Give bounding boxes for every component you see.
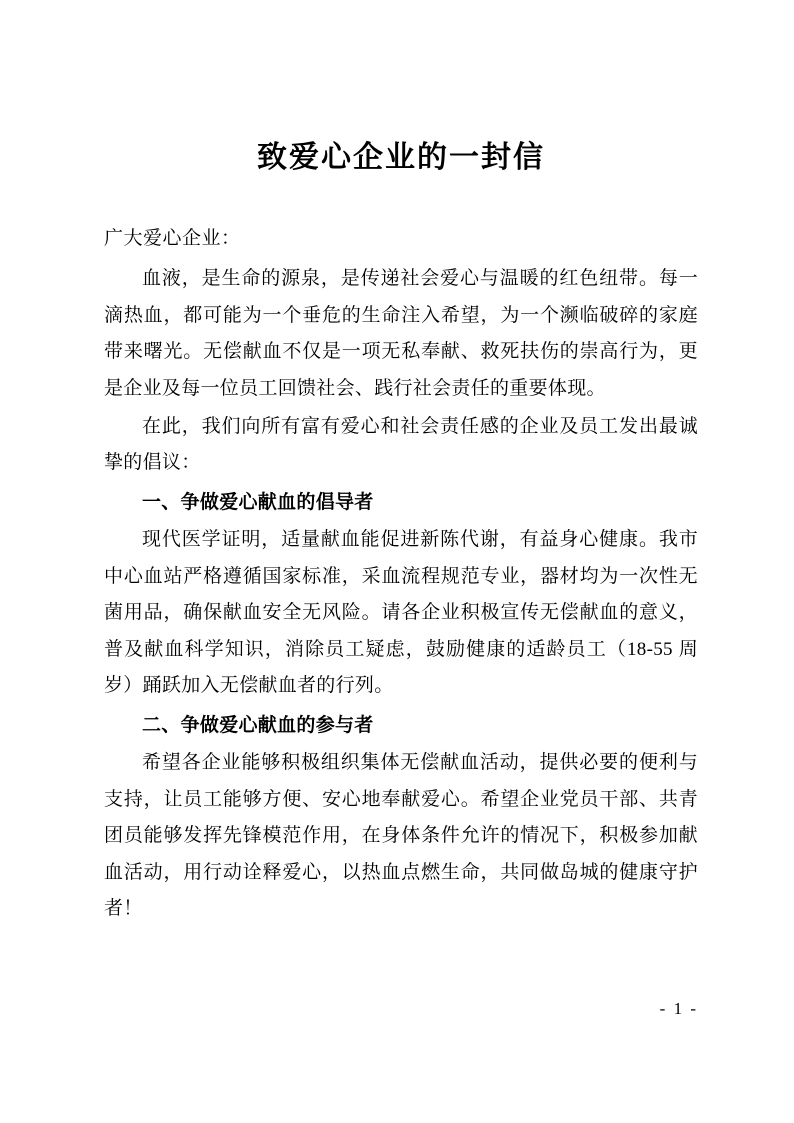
section-body-1: 现代医学证明，适量献血能促进新陈代谢，有益身心健康。我市中心血站严格遵循国家标准，采血流程规范专业，器材均为一次性无菌用品，确保献血安全无风险。请各企业积极宣传无偿献血的意义，普及献血科学知识，消除员工疑虑，鼓励健康的适龄员工（18-55 周岁）踊跃加入无偿献血者的行列。 bbox=[104, 529, 698, 697]
paragraph-intro-1: 血液，是生命的源泉，是传递社会爱心与温暖的红色纽带。每一滴热血，都可能为一个垂危的生命注入希望，为一个濒临破碎的家庭带来曙光。无偿献血不仅是一项无私奉献、救死扶伤的崇高行为，更是企业及每一位员工回馈社会、践行社会责任的重要体现。 bbox=[104, 268, 698, 399]
section-heading-2: 二、争做爱心献血的参与者 bbox=[142, 713, 374, 736]
section-heading-1: 一、争做爱心献血的倡导者 bbox=[142, 490, 374, 513]
section-body-2: 希望各企业能够积极组织集体无偿献血活动，提供必要的便利与支持，让员工能够方便、安心地奉献爱心。希望企业党员干部、共青团员能够发挥先锋模范作用，在身体条件允许的情况下，积极参加献血活动，用行动诠释爱心，以热血点燃生命，共同做岛城的健康守护者！ bbox=[104, 752, 698, 920]
page-number: - 1 - bbox=[659, 999, 698, 1018]
paragraph-intro-2: 在此，我们向所有富有爱心和社会责任感的企业及员工发出最诚挚的倡议： bbox=[104, 415, 698, 474]
salutation: 广大爱心企业： bbox=[104, 228, 241, 249]
page-title: 致爱心企业的一封信 bbox=[257, 140, 545, 175]
